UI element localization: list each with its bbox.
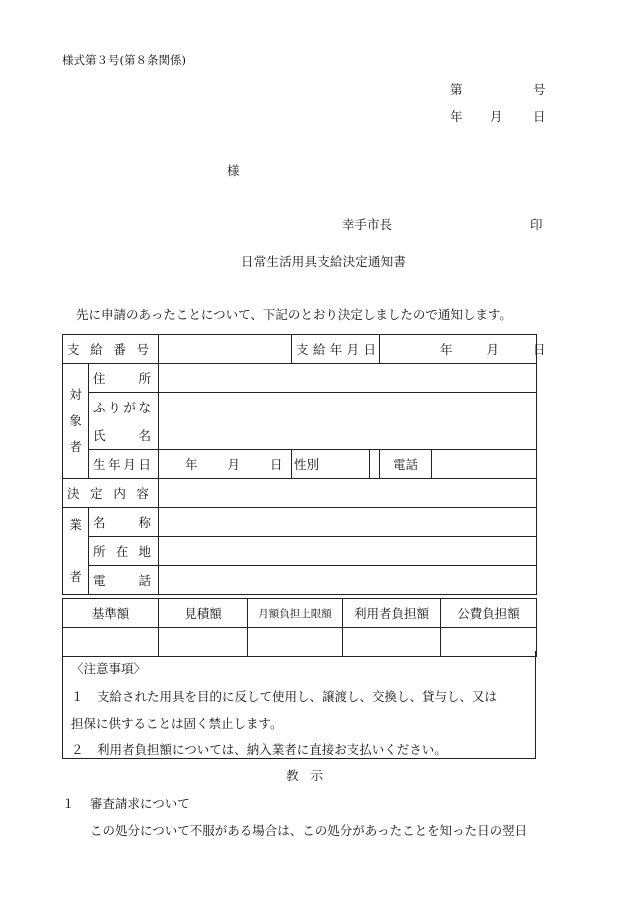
form-number: 様式第３号(第８条関係)	[62, 53, 186, 67]
vendor-phone-label: 電話	[89, 566, 159, 595]
instruction-1-title: 審査請求について	[90, 796, 190, 811]
note-1-line-2: 担保に供することは固く禁止します。	[71, 716, 283, 731]
seal-mark: 印	[530, 217, 543, 232]
amount-header-user-share: 利用者負担額	[343, 599, 441, 628]
address-label: 住所	[89, 364, 159, 393]
doc-number-prefix: 第	[450, 82, 463, 97]
vendor-location-label: 所在地	[89, 537, 159, 566]
date-day: 日	[533, 109, 546, 124]
gender-label: 性別	[292, 450, 370, 479]
date-month: 月	[490, 109, 503, 124]
address-value	[159, 364, 537, 393]
supply-number-value	[159, 335, 292, 364]
phone-label: 電話	[380, 450, 432, 479]
note-2-number: ２	[71, 742, 84, 757]
subject-group-label: 対 象 者	[63, 364, 89, 479]
vendor-location-value	[159, 537, 537, 566]
amount-header-standard: 基準額	[63, 599, 159, 628]
phone-value	[432, 450, 537, 479]
main-table	[62, 334, 546, 595]
decision-value	[159, 479, 537, 508]
amount-header-monthly-cap: 月額負担上限額	[248, 599, 343, 628]
date-year: 年	[450, 109, 463, 124]
issuer: 幸手市長	[342, 217, 393, 232]
instruction-1-number: １	[62, 796, 75, 811]
notes-box	[62, 651, 536, 759]
supply-number-label: 支給番号	[63, 335, 159, 364]
furigana-label: ふりがな	[89, 393, 159, 422]
note-2-text: 利用者負担額については、納入業者に直接お支払いください。	[97, 742, 447, 757]
amount-table	[62, 598, 537, 657]
birthdate-value: 年 月 日	[159, 450, 292, 479]
note-1-number: １	[71, 689, 84, 704]
supply-date-value: 年 月 日	[380, 335, 537, 364]
amount-header-estimate: 見積額	[159, 599, 248, 628]
decision-label: 決定内容	[63, 479, 159, 508]
vendor-group-label: 業 者	[63, 508, 89, 595]
instruction-heading: 教示	[286, 768, 336, 783]
name-label: 氏名	[89, 421, 159, 450]
document-title: 日常生活用具支給決定通知書	[241, 254, 407, 269]
notes-heading: 〈注意事項〉	[71, 661, 147, 676]
vendor-name-value	[159, 508, 537, 537]
doc-number-suffix: 号	[533, 82, 546, 97]
amount-header-public-share: 公費負担額	[441, 599, 537, 628]
recipient-suffix: 様	[227, 163, 240, 178]
instruction-1-text: この処分について不服がある場合は、この処分があったことを知った日の翌日	[90, 823, 528, 838]
vendor-name-label: 名称	[89, 508, 159, 537]
name-value	[159, 393, 537, 450]
gender-value	[370, 450, 380, 479]
birthdate-label: 生年月日	[89, 450, 159, 479]
intro-text: 先に申請のあったことについて、下記のとおり決定しましたので通知します。	[76, 307, 512, 322]
vendor-phone-value	[159, 566, 537, 595]
supply-date-label: 支給年月日	[292, 335, 380, 364]
note-1-line-1: 支給された用具を目的に反して使用し、譲渡し、交換し、貸与し、又は	[97, 689, 498, 704]
